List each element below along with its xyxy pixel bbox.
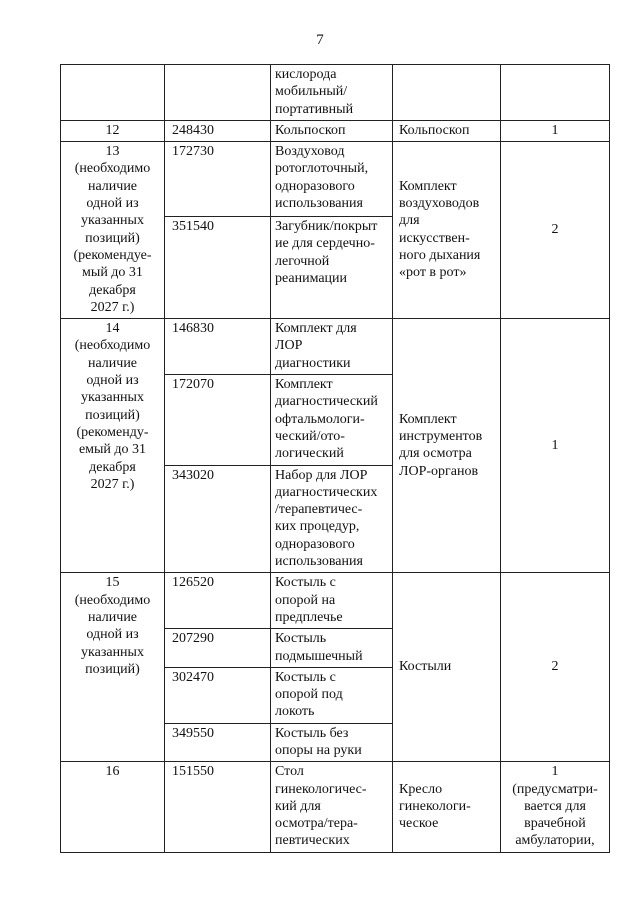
quantity-cell: 1 bbox=[501, 120, 610, 141]
code-cell bbox=[165, 65, 271, 121]
quantity-cell: 2 bbox=[501, 142, 610, 319]
item-name-cell: Загубник/покрыт ие для сердечно- легочной реанимации bbox=[271, 216, 393, 318]
quantity-cell: 1 (предусматри- вается для врачебной амбулатории, bbox=[501, 762, 610, 852]
item-name-cell: Костыль подмышечный bbox=[271, 629, 393, 668]
item-name-cell: Комплект для ЛОР диагностики bbox=[271, 319, 393, 375]
group-name-cell: Комплект инструментов для осмотра ЛОР-органов bbox=[393, 319, 501, 573]
code-cell: 349550 bbox=[165, 723, 271, 762]
quantity-cell: 2 bbox=[501, 573, 610, 762]
code-cell: 207290 bbox=[165, 629, 271, 668]
table-body bbox=[61, 65, 610, 853]
equipment-table bbox=[60, 64, 610, 853]
code-cell: 172730 bbox=[165, 142, 271, 217]
item-name-cell: Стол гинекологичес- кий для осмотра/тера- певтических bbox=[271, 762, 393, 852]
group-name-cell: Костыли bbox=[393, 573, 501, 762]
group-name-cell: Кольпоскоп bbox=[393, 120, 501, 141]
item-name-cell: Костыль с опорой под локоть bbox=[271, 667, 393, 723]
code-cell: 146830 bbox=[165, 319, 271, 375]
code-cell: 126520 bbox=[165, 573, 271, 629]
table-row bbox=[61, 319, 610, 375]
row-number-cell: 15 (необходимо наличие одной из указанных позиций) bbox=[61, 573, 165, 762]
code-cell: 151550 bbox=[165, 762, 271, 852]
group-name-cell: Комплект воздуховодов для искусствен- ного дыхания «рот в рот» bbox=[393, 142, 501, 319]
code-cell: 351540 bbox=[165, 216, 271, 318]
code-cell: 248430 bbox=[165, 120, 271, 141]
item-name-cell: Костыль без опоры на руки bbox=[271, 723, 393, 762]
table-row bbox=[61, 142, 610, 217]
row-number-cell: 12 bbox=[61, 120, 165, 141]
group-name-cell bbox=[393, 65, 501, 121]
table-row bbox=[61, 65, 610, 121]
quantity-cell bbox=[501, 65, 610, 121]
row-number-cell: 14 (необходимо наличие одной из указанных позиций) (рекоменду- емый до 31 декабря 2027 г.) bbox=[61, 319, 165, 573]
code-cell: 302470 bbox=[165, 667, 271, 723]
item-name-cell: Набор для ЛОР диагностических /терапевтичес- ких процедур, одноразового использования bbox=[271, 465, 393, 573]
row-number-cell: 16 bbox=[61, 762, 165, 852]
item-name-cell: Костыль с опорой на предплечье bbox=[271, 573, 393, 629]
item-name-cell: Воздуховод ротоглоточный, одноразового использования bbox=[271, 142, 393, 217]
table-row bbox=[61, 573, 610, 629]
page-number: 7 bbox=[316, 32, 324, 48]
table-row bbox=[61, 120, 610, 141]
row-number-cell bbox=[61, 65, 165, 121]
item-name-cell: кислорода мобильный/ портативный bbox=[271, 65, 393, 121]
item-name-cell: Кольпоскоп bbox=[271, 120, 393, 141]
group-name-cell: Кресло гинекологи- ческое bbox=[393, 762, 501, 852]
item-name-cell: Комплект диагностический офтальмологи- ческий/ото- логический bbox=[271, 375, 393, 465]
code-cell: 172070 bbox=[165, 375, 271, 465]
code-cell: 343020 bbox=[165, 465, 271, 573]
quantity-cell: 1 bbox=[501, 319, 610, 573]
table-row bbox=[61, 762, 610, 852]
row-number-cell: 13 (необходимо наличие одной из указанных позиций) (рекомендуе- мый до 31 декабря 2027 г.) bbox=[61, 142, 165, 319]
